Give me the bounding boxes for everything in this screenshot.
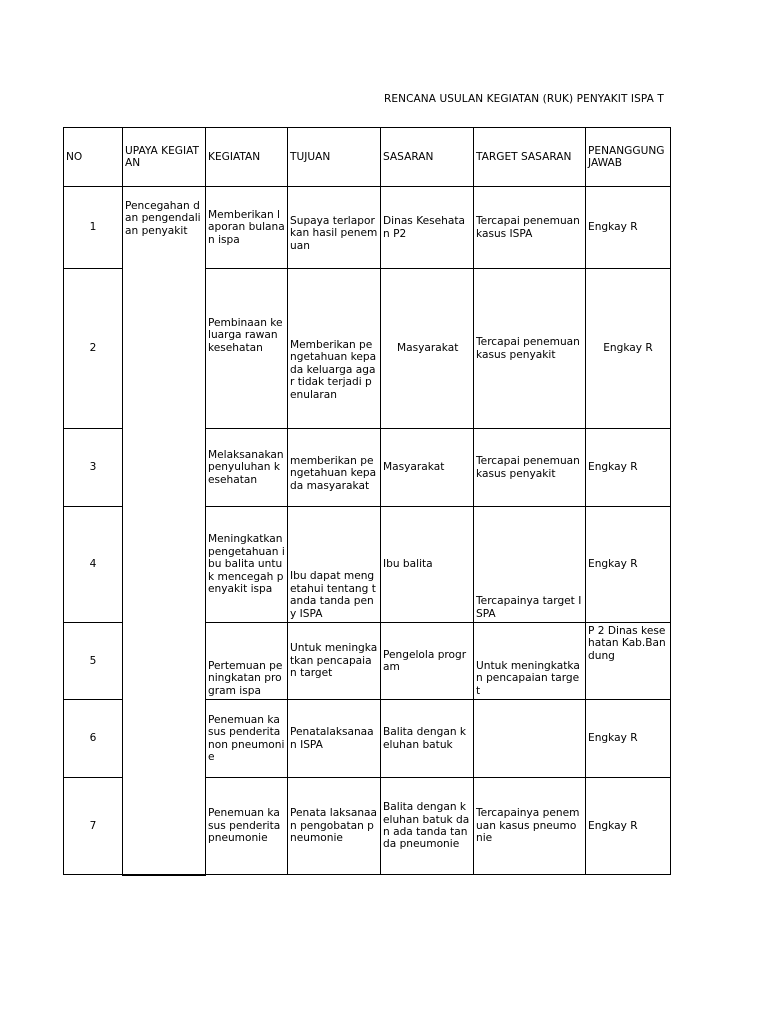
tujuan-cell: Untuk meningkatkan pencapaian target xyxy=(288,623,381,700)
header-pj: PENANGGUNG JAWAB xyxy=(586,128,671,187)
tujuan-cell: Supaya terlaporkan hasil penemuan xyxy=(288,187,381,269)
target-cell xyxy=(474,700,586,778)
ruk-table xyxy=(63,127,671,876)
pj-cell: Engkay R xyxy=(586,700,671,778)
sasaran-cell: Masyarakat xyxy=(381,269,474,429)
target-cell: Tercapainya penemuan kasus pneumonie xyxy=(474,778,586,875)
sasaran-cell: Masyarakat xyxy=(381,429,474,507)
pj-cell: Engkay R xyxy=(586,429,671,507)
header-row xyxy=(64,128,671,187)
header-no: NO xyxy=(64,128,123,187)
header-target: TARGET SASARAN xyxy=(474,128,586,187)
kegiatan-cell: Melaksanakan penyuluhan kesehatan xyxy=(206,429,288,507)
kegiatan-cell: Pembinaan keluarga rawan kesehatan xyxy=(206,269,288,429)
header-upaya: UPAYA KEGIATAN xyxy=(123,128,206,187)
header-sasaran: SASARAN xyxy=(381,128,474,187)
tujuan-cell: Memberikan pengetahuan kepada keluarga agar tidak terjadi penularan xyxy=(288,269,381,429)
kegiatan-cell: Memberikan laporan bulanan ispa xyxy=(206,187,288,269)
pj-cell: Engkay R xyxy=(586,269,671,429)
sasaran-cell: Balita dengan keluhan batuk dan ada tanda tanda pneumonie xyxy=(381,778,474,875)
row-no: 5 xyxy=(64,623,123,700)
tujuan-cell: Penatalaksanaan ISPA xyxy=(288,700,381,778)
target-cell: Tercapai penemuan kasus ISPA xyxy=(474,187,586,269)
document-title: RENCANA USULAN KEGIATAN (RUK) PENYAKIT ISPA T xyxy=(384,93,664,105)
upaya-kegiatan-cell: Pencegahan dan pengendalian penyakit xyxy=(123,187,206,875)
pj-cell: P 2 Dinas kesehatan Kab.Bandung xyxy=(586,623,671,700)
target-cell: Tercapainya target ISPA xyxy=(474,507,586,623)
target-cell: Tercapai penemuan kasus penyakit xyxy=(474,269,586,429)
pj-cell: Engkay R xyxy=(586,778,671,875)
row-no: 2 xyxy=(64,269,123,429)
tujuan-cell: Penata laksanaan pengobatan pneumonie xyxy=(288,778,381,875)
tujuan-cell: Ibu dapat mengetahui tentang tanda tanda peny ISPA xyxy=(288,507,381,623)
sasaran-cell: Balita dengan keluhan batuk xyxy=(381,700,474,778)
header-kegiatan: KEGIATAN xyxy=(206,128,288,187)
row-no: 3 xyxy=(64,429,123,507)
sasaran-cell: Dinas Kesehatan P2 xyxy=(381,187,474,269)
header-tujuan: TUJUAN xyxy=(288,128,381,187)
row-no: 1 xyxy=(64,187,123,269)
row-no: 6 xyxy=(64,700,123,778)
pj-cell: Engkay R xyxy=(586,187,671,269)
table-row xyxy=(64,187,671,269)
pj-cell: Engkay R xyxy=(586,507,671,623)
kegiatan-cell: Penemuan kasus penderita non pneumonie xyxy=(206,700,288,778)
target-cell: Tercapai penemuan kasus penyakit xyxy=(474,429,586,507)
kegiatan-cell: Meningkatkan pengetahuan ibu balita untuk mencegah penyakit ispa xyxy=(206,507,288,623)
sasaran-cell: Ibu balita xyxy=(381,507,474,623)
row-no: 7 xyxy=(64,778,123,875)
sasaran-cell: Pengelola program xyxy=(381,623,474,700)
kegiatan-cell: Penemuan kasus penderita pneumonie xyxy=(206,778,288,875)
tujuan-cell: memberikan pengetahuan kepada masyarakat xyxy=(288,429,381,507)
target-cell: Untuk meningkatkan pencapaian target xyxy=(474,623,586,700)
kegiatan-cell: Pertemuan peningkatan program ispa xyxy=(206,623,288,700)
row-no: 4 xyxy=(64,507,123,623)
